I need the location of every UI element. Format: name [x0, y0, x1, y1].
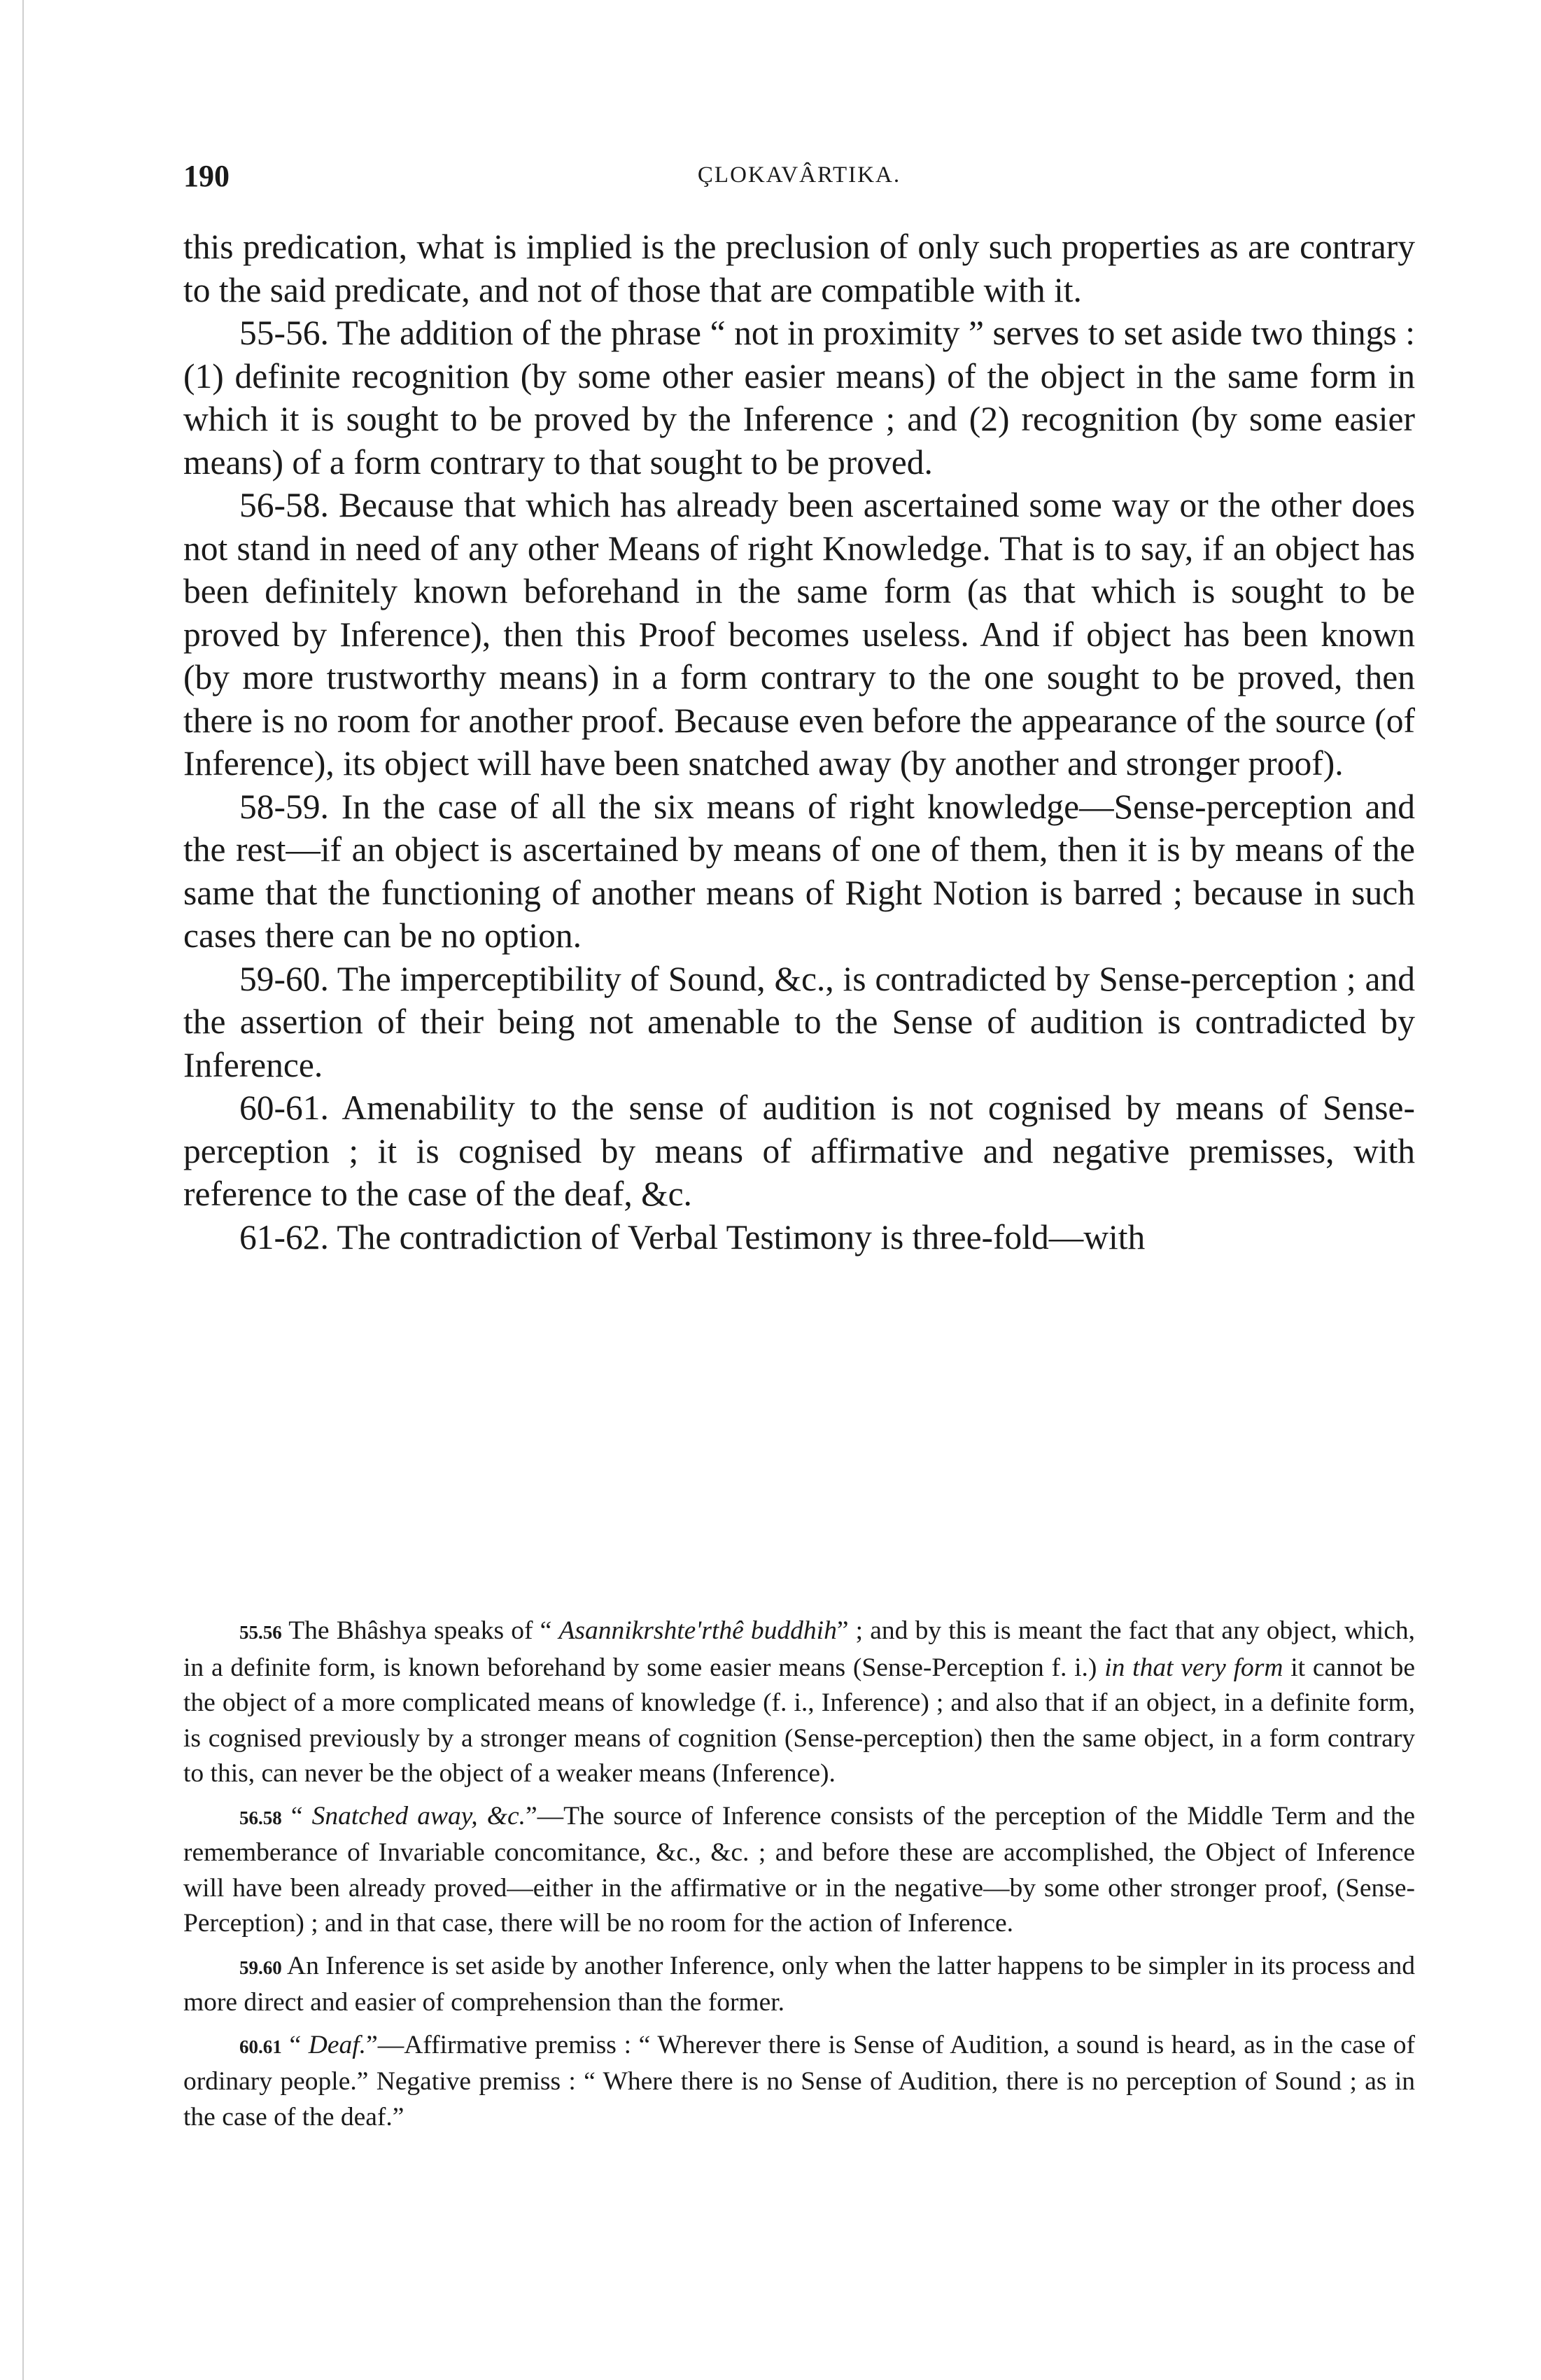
paragraph-56-58: [183, 484, 1415, 785]
footnote-text: it cannot be the object of a more complicated means of knowledge (f. i., Inference) ; and also that if an object, in a definite form, is cognised previously by a stronger means of cognition (Sense-perception) then the same object, in a form contrary to this, can never be the object of a weaker means (Inference).: [183, 1653, 1415, 1788]
footnote-56-58: [183, 1799, 1415, 1942]
paragraph-text: In the case of all the six means of right knowledge—Sense-perception and the rest—if an object is ascertained by means of one of them, then it is by means of the same that the functioning of another means of Right Notion is barred ; because in such cases there can be no option.: [183, 787, 1415, 955]
paragraph-text: The contradiction of Verbal Testimony is three-fold—with: [328, 1217, 1146, 1256]
footnote-55-56: [183, 1614, 1415, 1792]
footnote-text: ”—Affirmative premiss : “ Wherever there is Sense of Audition, a sound is heard, as in the case of ordinary people.” Negative premiss : “ Where there is no Sense of Audition, there is no perception of Sound ; as in the case of the deaf.”: [183, 2030, 1415, 2132]
section-number: 59-60.: [239, 959, 329, 998]
paragraph-59-60: [183, 958, 1415, 1087]
footnote-text: “: [281, 2030, 309, 2059]
page-number: 190: [183, 159, 230, 193]
paragraph-58-59: [183, 785, 1415, 958]
running-title: ÇLOKAVÂRTIKA.: [697, 162, 901, 188]
footnote-number: 55.56: [239, 1622, 282, 1643]
footnote-italic: Snatched away, &c.: [311, 1801, 526, 1830]
paragraph-60-61: [183, 1086, 1415, 1216]
paragraph-text: Amenability to the sense of audition is not cognised by means of Sense-perception ; it is cognised by means of affirmative and negative premisses, with reference to the case of the deaf, &c.: [183, 1088, 1415, 1213]
paragraph-text: The addition of the phrase “ not in proximity ” serves to set aside two things : (1) definite recognition (by some other easier means) of the object in the same form in which it is sought to be proved by the Inference ; and (2) recognition (by some easier means) of a form contrary to that sought to be proved.: [183, 314, 1415, 482]
footnote-text: ” ; and by this is meant the fact that any object, which, in a definite form, is known beforehand by some easier means (Sense-Perception f. i.): [183, 1616, 1415, 1682]
paragraph-55-56: [183, 312, 1415, 484]
paragraph-text: Because that which has already been ascertained some way or the other does not stand in need of any other Means of right Knowledge. That is to say, if an object has been definitely known beforehand in the same form (as that which is sought to be proved by Inference), then this Proof becomes useless. And if object has been known (by more trustworthy means) in a form contrary to the one sought to be proved, then there is no room for another proof. Because even before the appearance of the source (of Inference), its object will have been snatched away (by another and stronger proof).: [183, 486, 1415, 783]
footnote-text: ”—The source of Inference consists of the perception of the Middle Term and the rememberance of Invariable concomitance, &c., &c. ; and before these are accomplished, the Object of Inference will have been already proved—either in the affirmative or in the negative—by some other stronger proof, (Sense-Perception) ; and in that case, there will be no room for the action of Inference.: [183, 1801, 1415, 1938]
paragraph-text: The imperceptibility of Sound, &c., is contradicted by Sense-perception ; and the assertion of their being not amenable to the Sense of audition is contradicted by Inference.: [183, 959, 1415, 1084]
section-number: 55-56.: [239, 314, 329, 352]
paragraph-text: this predication, what is implied is the preclusion of only such properties as are contrary to the said predicate, and not of those that are compatible with it.: [183, 227, 1415, 309]
paragraph-61-62: [183, 1216, 1415, 1259]
footnote-text: “: [281, 1801, 312, 1830]
section-number: 61-62.: [239, 1217, 329, 1256]
footnote-number: 59.60: [239, 1956, 282, 1978]
footnote-text: The Bhâshya speaks of “: [281, 1616, 559, 1645]
paragraph-continuation: [183, 225, 1415, 312]
footnotes: [183, 1614, 1415, 2142]
footnote-text: An Inference is set aside by another Inference, only when the latter happens to be simpler in its process and more direct and easier of comprehension than the former.: [183, 1951, 1416, 2017]
footnote-number: 60.61: [239, 2036, 282, 2057]
section-number: 56-58.: [239, 486, 329, 524]
footnote-60-61: [183, 2028, 1415, 2136]
footnote-italic: Asannikrshte'rthê buddhih: [558, 1616, 837, 1645]
footnote-59-60: [183, 1949, 1415, 2021]
footnote-italic: in that very form: [1104, 1653, 1283, 1682]
scan-margin-line: [22, 0, 24, 2380]
section-number: 60-61.: [239, 1088, 329, 1127]
section-number: 58-59.: [239, 787, 329, 826]
page-header: [183, 158, 1415, 200]
footnote-number: 56.58: [239, 1807, 282, 1828]
footnote-italic: Deaf.: [308, 2030, 367, 2059]
main-text: [183, 225, 1415, 1259]
